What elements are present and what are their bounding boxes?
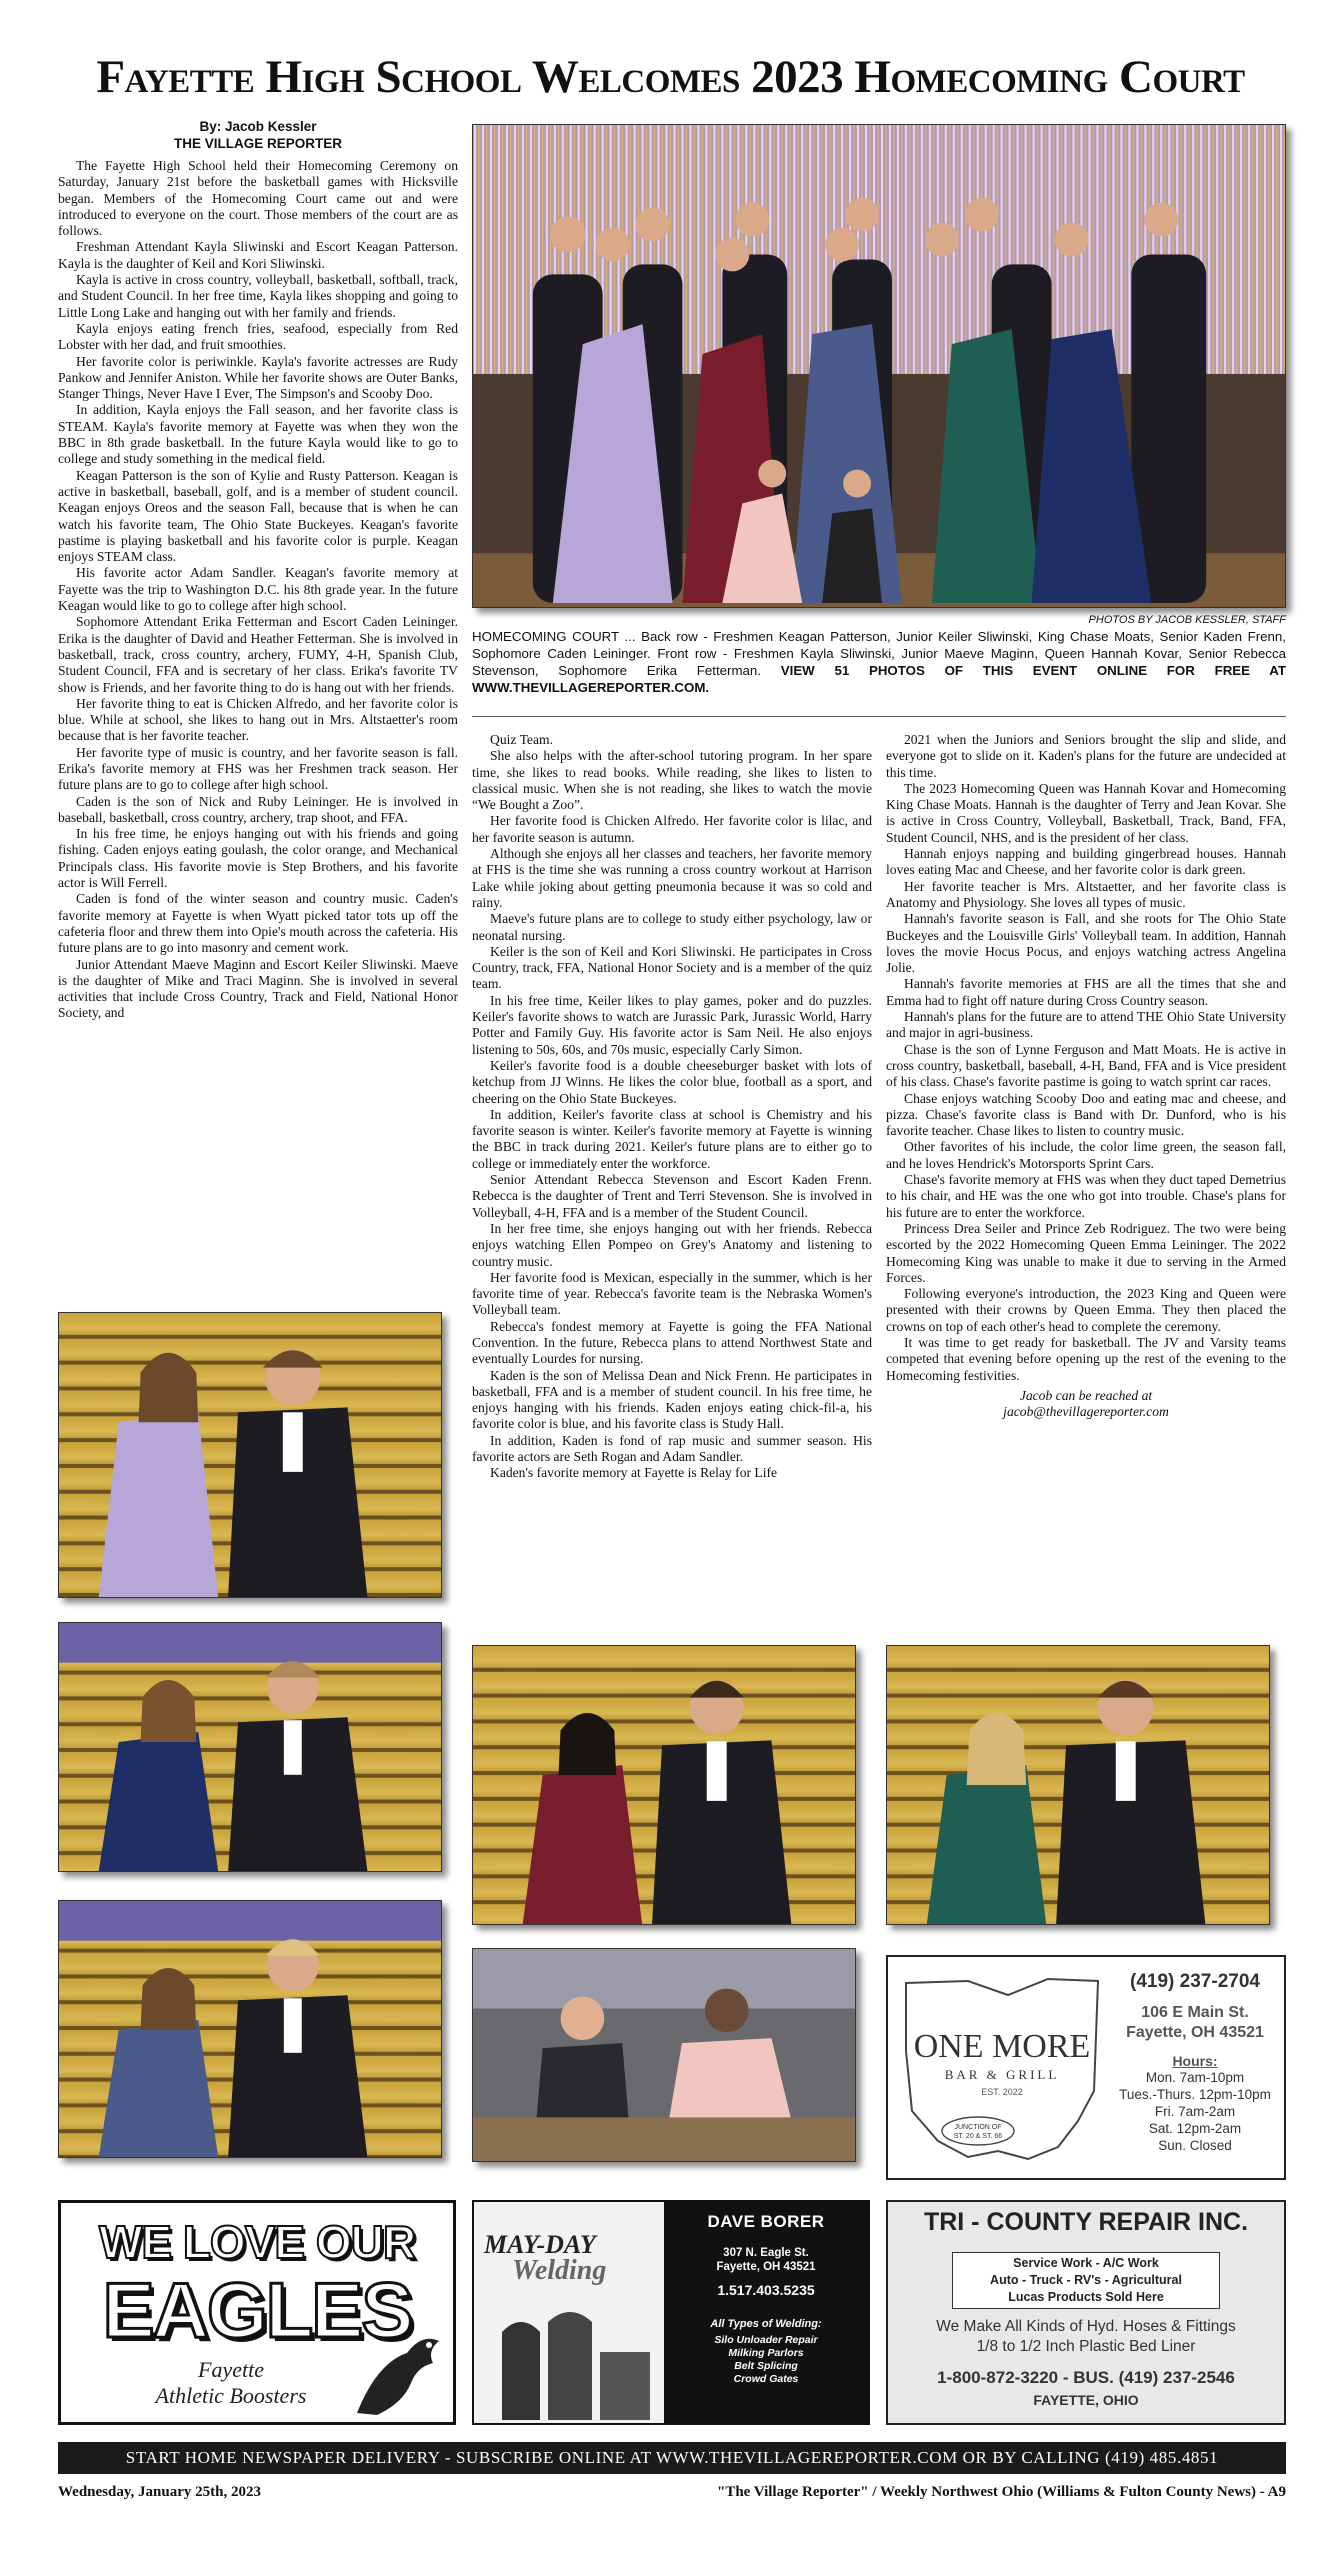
md-type-item: Crowd Gates [733,2373,799,2385]
article-column-3 [886,732,1286,1420]
md-address-1: 307 N. Eagle St. [723,2247,809,2259]
om-routes: ST. 20 & ST. 66 [953,2133,1003,2140]
eg-sub1: Fayette [198,2357,264,2382]
article-paragraph: Hannah enjoys napping and building gingerbread houses. Hannah loves eating Mac and Cheese, and her favorite color is dark green. [886,846,1286,878]
article-paragraph: Kayla enjoys eating french fries, seafood, especially from Red Lobster with her dad, and fruit smoothies. [58,320,458,353]
signoff-text: Jacob can be reached at [1019,1387,1153,1403]
om-hours-list [1110,2069,1280,2154]
article-paragraph: Caden is fond of the winter season and country music. Caden's favorite memory at Fayette is when Wyatt picked tator tots up off the cafeteria floor and threw them into Opie's mouth across the cafeteria. His future plans are to go into masonry and cement work. [58,891,458,956]
md-phone[interactable]: 1.517.403.5235 [717,2282,815,2298]
eg-sub2: Athletic Boosters [155,2383,307,2408]
md-address [670,2246,862,2274]
article-paragraph: Chase's favorite memory at FHS was when they duct taped Demetrius to his chair, and HE was the one who got into trouble. Chase's plans for his future are to enter the workforce. [886,1172,1286,1220]
page-info: "The Village Reporter" / Weekly Northwest Ohio (Williams & Fulton County News) - A9 [717,2484,1286,2500]
eg-line1: WE LOVE OUR [98,2216,416,2268]
article-paragraph: 2021 when the Juniors and Seniors brought the slip and slide, and everyone got to slide on it. Kaden's plans for the future are undecided at this time. [886,732,1286,780]
photo-maeve-keiler[interactable] [472,1645,856,1925]
article-paragraph: The 2023 Homecoming Queen was Hannah Kovar and Homecoming King Chase Moats. Hannah is the daughter of Terry and Jean Kovar. She is active in Cross Country, Volleyball, Basketball, Track, Band, FFA, Student Council, NHS, and is the president of her class. [886,780,1286,845]
homecoming-court-photo[interactable] [472,124,1286,608]
om-hours-item: Sun. Closed [1158,2138,1232,2153]
caption-rule [472,716,1286,717]
article-paragraph: Freshman Attendant Kayla Sliwinski and Escort Keagan Patterson. Kayla is the daughter of Keil and Kori Sliwinski. [58,239,458,271]
md-logo-1: MAY-DAY [484,2230,596,2259]
article-paragraph: Keiler's favorite food is a double cheeseburger basket with lots of ketchup from JJ Winns. He likes the color blue, football as a sport, and cheering on the Ohio State Buckeyes. [472,1057,872,1106]
tc-phone[interactable]: 1-800-872-3220 - BUS. (419) 237-2546 [937,2368,1235,2387]
eg-line2: EAGLES [102,2266,412,2354]
photo-erika-caden[interactable] [58,1622,442,1872]
issue-date: Wednesday, January 25th, 2023 [58,2484,261,2500]
md-logo-2: Welding [512,2255,607,2286]
om-address-2: Fayette, OH 43521 [1126,2024,1264,2041]
article-paragraph: Chase enjoys watching Scooby Doo and eating mac and cheese, and pizza. Chase's favorite class is Band with Dr. Dunford, who is his favorite teacher. Chase likes to listen to country music. [886,1090,1286,1139]
article-paragraph: The Fayette High School held their Homecoming Ceremony on Saturday, January 21st before the basketball games with Hicksville began. Members of the Homecoming Court came out and were introduced to everyone on the court. Those members of the court are as follows. [58,158,458,239]
om-info [1110,1971,1280,2154]
md-types-list [670,2334,862,2386]
signoff-email[interactable]: jacob@thevillagereporter.com [1003,1404,1169,1420]
tc-title: TRI - COUNTY REPAIR INC. [923,2208,1249,2236]
article-paragraph: Her favorite food is Chicken Alfredo. Her favorite color is lilac, and her favorite season is autumn. [472,813,872,845]
article-paragraph: In addition, Kayla enjoys the Fall season, and her favorite class is STEAM. Kayla's favorite memory at Fayette was when they won the BBC in 8th grade basketball. In the future Kayla would like to go to college and study something in the medical field. [58,402,458,467]
photo-caption [472,628,1286,696]
md-info [670,2212,862,2386]
article-paragraph: Princess Drea Seiler and Prince Zeb Rodriguez. The two were being escorted by the 2022 Homecoming Queen Emma Leininger. The 2022 Homecoming King was unable to make it due to serving in the Armed Forces. [886,1220,1286,1285]
md-address-2: Fayette, OH 43521 [716,2261,816,2273]
om-address-1: 106 E Main St. [1141,2004,1249,2021]
article-paragraph: In his free time, Keiler likes to play games, poker and do puzzles. Keiler's favorite shows to watch are Jurassic Park, Jurassic World, Harry Potter and Family Guy. His favorite actor is Sam Neil. He also enjoys listening to 50s, 60s, and 70s music, especially Carly Simon. [472,992,872,1057]
photo-kayla-keagan[interactable] [58,1312,442,1598]
ad-fayette-athletic-boosters[interactable] [58,2200,456,2425]
article-paragraph: Hannah's plans for the future are to attend THE Ohio State University and major in agri-business. [886,1009,1286,1041]
article-paragraph: Keiler is the son of Keil and Kori Sliwinski. He participates in Cross Country, track, FFA, National Honor Society and is a member of the quiz team. [472,943,872,992]
tc-service: Lucas Products Sold Here [1008,2290,1164,2304]
article-paragraph: Senior Attendant Rebecca Stevenson and Escort Kaden Frenn. Rebecca is the daughter of Trent and Terri Stevenson. She is involved in Volleyball, 4-H, FFA and is a member of the Student Council. [472,1172,872,1220]
article-paragraph: Her favorite teacher is Mrs. Altstaetter, and her favorite class is Anatomy and Physiology. She loves all types of music. [886,878,1286,910]
article-column-2 [472,732,872,1482]
silo-icon [482,2312,657,2420]
article-paragraph: Kayla is active in cross country, volleyball, basketball, softball, track, and Student Council. In her free time, Kayla likes shopping and going to Little Long Lake and hanging out with her family and friends. [58,272,458,320]
article-paragraph: Hannah's favorite memories at FHS are all the times that she and Emma had to fight off nature during Cross Country season. [886,976,1286,1008]
om-hours-item: Mon. 7am-10pm [1145,2070,1245,2085]
headline: Fayette High School Welcomes 2023 Homecoming Court [96,51,1245,103]
om-phone[interactable]: (419) 237-2704 [1130,1971,1260,1992]
om-hours-item: Sat. 12pm-2am [1148,2121,1242,2136]
tc-services-box [952,2252,1220,2309]
tc-service: Auto - Truck - RV's - Agricultural [990,2273,1182,2287]
article-paragraph: Quiz Team. [490,732,553,747]
subscribe-banner[interactable]: START HOME NEWSPAPER DELIVERY - SUBSCRIBE ONLINE AT WWW.THEVILLAGEREPORTER.COM OR BY CALLING (419) 485.4851 [58,2442,1286,2474]
article-paragraph: Chase is the son of Lynne Ferguson and Matt Moats. He is active in cross country, basketball, baseball, 4-H, Band, FFA and is Vice president of his class. Chase's favorite pastime is going to watch sprint car races. [886,1041,1286,1090]
md-logo-panel [474,2202,664,2423]
md-types-title: All Types of Welding: [710,2318,822,2330]
md-logo [484,2232,606,2284]
md-type-item: Belt Splicing [734,2360,798,2372]
article-paragraph: Keagan Patterson is the son of Kylie and Rusty Patterson. Keagan is active in basketball, baseball, golf, and is a member of student council. Keagan enjoys Oreos and the season Fall, because that is when he can watch his favorite team, The Ohio State Buckeyes. Keagan's favorite pastime is playing basketball and his favorite color is purple. Keagan enjoys STEAM class. [58,467,458,565]
article-paragraph: Other favorites of his include, the color lime green, the season fall, and he loves Hendrick's Motorsports Sprint Cars. [886,1139,1286,1171]
article-paragraph: Kaden is the son of Melissa Dean and Nick Frenn. He participates in basketball, FFA and is a member of student council. In his free time, he enjoys hanging with his friends. Kaden enjoys eating chick-fil-a, his favorite color is blue, and his favorite class is Study Hall. [472,1367,872,1432]
article-paragraph: Sophomore Attendant Erika Fetterman and Escort Caden Leininger. Erika is the daughter of David and Heather Fetterman. She is involved in basketball, track, cross country, archery, FUMY, 4-H, Spanish Club, Student Council, FFA and is secretary of her class. Erika's favorite TV show is Friends, and her favorite thing to do is hang out with her friends. [58,614,458,695]
tc-line-2: 1/8 to 1/2 Inch Plastic Bed Liner [976,2338,1196,2355]
eg-subtitle [81,2357,381,2409]
byline-publication: THE VILLAGE REPORTER [173,136,342,151]
article-paragraph: Junior Attendant Maeve Maginn and Escort Keiler Sliwinski. Maeve is the daughter of Mike and Traci Maginn. She is involved in several activities that include Cross Country, Track and Field, National Honor Society, and [58,956,458,1021]
md-type-item: Milking Parlors [728,2347,804,2359]
om-name: ONE MORE [913,2028,1091,2065]
ad-tri-county-repair[interactable] [886,2200,1286,2425]
ad-one-more-bar-grill[interactable] [886,1955,1286,2180]
article-paragraph: In addition, Kaden is fond of rap music and summer season. His favorite actors are Seth Rogan and Adam Sandler. [472,1432,872,1465]
tc-service: Service Work - A/C Work [1013,2256,1159,2270]
article-paragraph: Maeve's future plans are to college to study either psychology, law or neonatal nursing. [472,911,872,943]
md-owner: DAVE BORER [707,2212,825,2231]
tc-city: FAYETTE, OHIO [1033,2392,1139,2408]
om-hours-item: Tues.-Thurs. 12pm-10pm [1119,2087,1271,2102]
article-paragraph: His favorite actor Adam Sandler. Keagan's favorite memory at Fayette was the trip to Washington D.C. his 8th grade year. In the future Keagan would like to go to college after high school. [58,565,458,614]
article-paragraph: Her favorite type of music is country, and her favorite season is fall. Erika's favorite memory at FHS was her Freshmen track season. Her future plans are to go to college after high school. [58,744,458,793]
article-paragraph: Kaden's favorite memory at Fayette is Relay for Life [490,1465,778,1481]
om-address [1110,2003,1280,2043]
article-paragraph: Rebecca's fondest memory at Fayette is going the FFA National Convention. In the future, Rebecca plans to attend Northwest State and eventually Lourdes for nursing. [472,1318,872,1367]
article-paragraph: Although she enjoys all her classes and teachers, her favorite memory at FHS is the time she was running a cross country workout at Harrison Lake while joking about getting pneumonia because it was so cold and rainy. [472,846,872,910]
article-paragraph: Caden is the son of Nick and Ruby Leininger. He is involved in baseball, basketball, cross country, archery, trap shoot, and FFA. [58,793,458,825]
article-paragraph: It was time to get ready for basketball. The JV and Varsity teams competed that evening before opening up the rest of the evening to the Homecoming festivities. [886,1334,1286,1383]
om-junction: JUNCTION OF [954,2124,1002,2131]
ad-mayday-welding[interactable] [472,2200,870,2425]
photo-hannah-chase[interactable] [886,1645,1270,1925]
photo-princess-prince[interactable] [472,1948,856,2162]
byline [58,118,458,152]
article-paragraph: In addition, Keiler's favorite class at school is Chemistry and his favorite season is winter. Keiler's favorite memory at Fayette is winning the BBC in track during 2021. Keiler's future plans are to either go to college or immediately enter the workforce. [472,1106,872,1171]
byline-author: By: Jacob Kessler [199,119,317,134]
article-paragraph: In her free time, she enjoys hanging out with her friends. Rebecca enjoys watching Ellen Pompeo on Grey's Anatomy and listening to country music. [472,1220,872,1269]
article-paragraph: In his free time, he enjoys hanging out with his friends and going fishing. Caden enjoys eating goulash, the color orange, and Mechanical Principals class. His favorite movie is Step Brothers, and his favorite actor is Will Ferrell. [58,826,458,891]
tc-line-1: We Make All Kinds of Hyd. Hoses & Fittings [936,2318,1236,2335]
ohio-outline-logo [898,1971,1108,2166]
md-type-item: Silo Unloader Repair [714,2334,818,2346]
om-tagline: BAR & GRILL [944,2067,1060,2082]
article-paragraph: Hannah's favorite season is Fall, and she roots for The Ohio State Buckeyes and the Louisville Girls' Volleyball team. In addition, Hannah loves the movie Hocus Pocus, and enjoys watching actress Angelina Jolie. [886,911,1286,976]
om-hours-item: Fri. 7am-2am [1154,2104,1236,2119]
article-paragraph: Following everyone's introduction, the 2023 King and Queen were presented with their crowns by Queen Emma. They then placed the crowns on top of each other's head to complete the ceremony. [886,1286,1286,1334]
article-paragraph: Her favorite thing to eat is Chicken Alfredo, and her favorite color is blue. While at school, she likes to hang out in Mrs. Altstaetter's room because that is her favorite teacher. [58,695,458,744]
article-column-1 [58,158,458,1022]
caption-text: HOMECOMING COURT ... Back row - Freshmen Keagan Patterson, Junior Keiler Sliwinski, King Chase Moats, Senior Kaden Frenn, Sophomore Caden Leininger. Front row - Freshmen Kayla Sliwinski, Junior Maeve Maginn, Queen Hannah Kovar, Senior Rebecca Stevenson, Sophomore Erika Fetterman. [472,629,1286,678]
photo-credit: PHOTOS BY JACOB KESSLER, STAFF [1088,614,1286,626]
om-est: EST. 2022 [981,2087,1023,2097]
eagle-icon [347,2323,447,2423]
article-paragraph: Her favorite color is periwinkle. Kayla's favorite actresses are Rudy Pankow and Jennifer Aniston. While her favorite shows are Outer Banks, Stanger Things, Never Have I Ever, The Simpson's and Scooby Doo. [58,353,458,402]
om-hours-title: Hours: [1172,2053,1218,2069]
caption-online-link[interactable]: VIEW 51 PHOTOS OF THIS EVENT ONLINE FOR FREE AT WWW.THEVILLAGEREPORTER.COM. [472,663,1286,695]
article-paragraph: She also helps with the after-school tutoring program. In her spare time, she likes to read books. While reading, she likes to listen to classical music. When she is not reading, she likes to watch the movie “We Bought a Zoo”. [472,748,872,813]
photo-rebecca-kaden[interactable] [58,1900,442,2158]
article-paragraph: Her favorite food is Mexican, especially in the summer, which is her favorite time of year. Rebecca's favorite team is the Nebraska Women's Volleyball team. [472,1269,872,1318]
